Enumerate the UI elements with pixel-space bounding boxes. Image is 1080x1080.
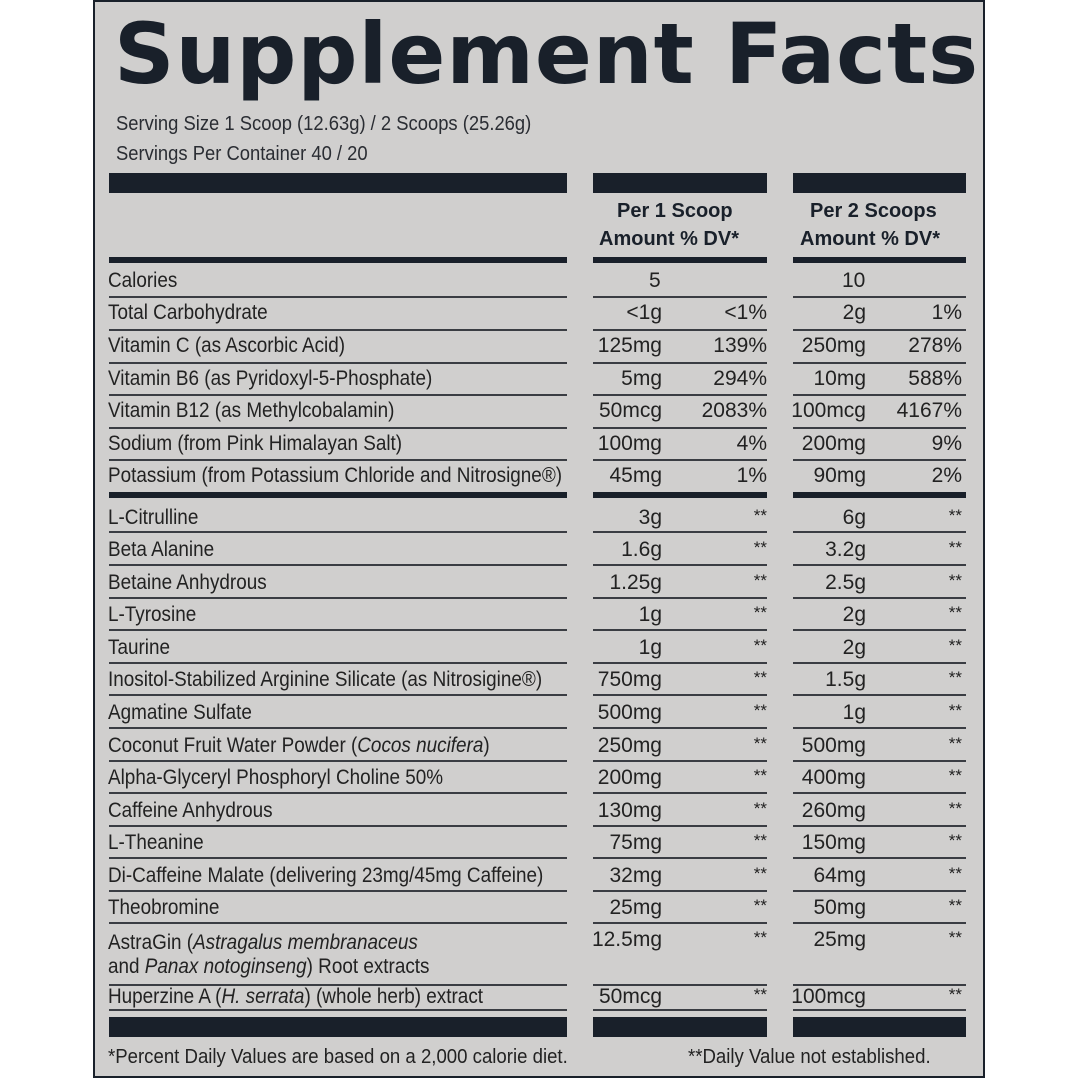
- dv-1-scoop: **: [753, 928, 767, 947]
- row-divider: [109, 662, 567, 664]
- dv-2-scoops: 588%: [908, 367, 962, 390]
- amount-1-scoop: 50mcg: [598, 399, 662, 422]
- footer-bar-left: [109, 1017, 567, 1037]
- footer-bar-right: [793, 1017, 966, 1037]
- amount-1-scoop: 1g: [638, 636, 662, 659]
- dv-1-scoop: **: [753, 603, 767, 622]
- row-divider: [593, 394, 767, 396]
- amount-2-scoops: 2g: [842, 301, 866, 324]
- dv-1-scoop: 2083%: [701, 399, 767, 422]
- ingredient-name: Calories: [108, 269, 178, 292]
- amount-2-scoops: 260mg: [801, 799, 866, 822]
- row-divider: [109, 727, 567, 729]
- rule-thick: [793, 257, 966, 263]
- amount-2-scoops: 500mg: [801, 734, 866, 757]
- ingredient-name: Beta Alanine: [108, 538, 215, 561]
- col1-subheader: Amount % DV*: [599, 228, 739, 250]
- footnote-not-established: **Daily Value not established.: [688, 1046, 931, 1068]
- amount-2-scoops: 2g: [842, 636, 866, 659]
- dv-2-scoops: **: [948, 603, 962, 622]
- serving-size: Serving Size 1 Scoop (12.63g) / 2 Scoops (25.26g): [116, 113, 532, 135]
- row-divider: [593, 792, 767, 794]
- rule-thick: [593, 257, 767, 263]
- row-divider: [109, 629, 567, 631]
- ingredient-name: Theobromine: [108, 896, 220, 919]
- ingredient-latin-name: H. serrata: [221, 985, 305, 1008]
- row-divider: [593, 531, 767, 533]
- row-divider: [793, 296, 966, 298]
- dv-1-scoop: **: [753, 636, 767, 655]
- amount-1-scoop: 5: [649, 269, 661, 292]
- ingredient-name: [108, 735, 490, 756]
- row-divider: [109, 296, 567, 298]
- row-divider: [593, 825, 767, 827]
- row-divider: [109, 531, 567, 533]
- dv-1-scoop: **: [753, 896, 767, 915]
- ingredient-name: Vitamin B12 (as Methylcobalamin): [108, 399, 395, 422]
- ingredient-name: Vitamin B6 (as Pyridoxyl-5-Phosphate): [108, 367, 433, 390]
- amount-1-scoop: 25mg: [609, 896, 662, 919]
- row-divider: [109, 597, 567, 599]
- row-divider: [109, 792, 567, 794]
- row-divider: [593, 597, 767, 599]
- ingredient-name: Potassium (from Potassium Chloride and Nitrosigne®): [108, 464, 563, 487]
- amount-1-scoop: 500mg: [597, 701, 662, 724]
- ingredient-name: Vitamin C (as Ascorbic Acid): [108, 334, 346, 357]
- dv-2-scoops: **: [948, 668, 962, 687]
- amount-1-scoop: 45mg: [609, 464, 662, 487]
- ingredient-name-part: ) Root extracts: [306, 955, 430, 978]
- row-divider: [793, 792, 966, 794]
- amount-2-scoops: 90mg: [813, 464, 866, 487]
- row-divider: [793, 662, 966, 664]
- row-divider: [593, 760, 767, 762]
- ingredient-name-part: ): [483, 734, 490, 757]
- amount-1-scoop: 750mg: [597, 668, 662, 691]
- row-divider: [109, 427, 567, 429]
- ingredient-name: [108, 931, 430, 979]
- col1-title: Per 1 Scoop: [617, 200, 733, 222]
- ingredient-name: Total Carbohydrate: [108, 301, 268, 324]
- dv-1-scoop: 294%: [713, 367, 767, 390]
- amount-1-scoop: 5mg: [621, 367, 662, 390]
- amount-1-scoop: 100mg: [597, 432, 662, 455]
- footer-bar-mid: [593, 1017, 767, 1037]
- ingredient-name: L-Citrulline: [108, 506, 199, 529]
- amount-1-scoop: 1.6g: [621, 538, 662, 561]
- dv-2-scoops: **: [948, 985, 962, 1004]
- section-divider: [593, 492, 767, 498]
- row-divider: [593, 459, 767, 461]
- row-divider: [593, 727, 767, 729]
- amount-2-scoops: 10: [842, 269, 866, 292]
- row-divider: [109, 922, 567, 924]
- amount-2-scoops: 1g: [842, 701, 866, 724]
- amount-2-scoops: 100mcg: [791, 399, 866, 422]
- ingredient-name-part: AstraGin (: [108, 931, 194, 954]
- dv-1-scoop: 4%: [736, 432, 767, 455]
- amount-2-scoops: 250mg: [801, 334, 866, 357]
- ingredient-name-part: Coconut Fruit Water Powder (: [108, 734, 358, 757]
- col2-title: Per 2 Scoops: [810, 200, 937, 222]
- dv-2-scoops: 278%: [908, 334, 962, 357]
- dv-1-scoop: **: [753, 701, 767, 720]
- row-divider: [593, 629, 767, 631]
- amount-2-scoops: 3.2g: [825, 538, 866, 561]
- row-divider: [109, 857, 567, 859]
- dv-1-scoop: 139%: [713, 334, 767, 357]
- amount-1-scoop: 125mg: [597, 334, 662, 357]
- row-divider: [793, 564, 966, 566]
- ingredient-name: Sodium (from Pink Himalayan Salt): [108, 432, 403, 455]
- row-divider: [793, 760, 966, 762]
- dv-2-scoops: **: [948, 766, 962, 785]
- dv-1-scoop: **: [753, 985, 767, 1004]
- dv-1-scoop: **: [753, 668, 767, 687]
- dv-1-scoop: **: [753, 864, 767, 883]
- row-divider: [793, 629, 966, 631]
- dv-2-scoops: **: [948, 799, 962, 818]
- amount-1-scoop: 200mg: [597, 766, 662, 789]
- amount-2-scoops: 50mg: [813, 896, 866, 919]
- dv-1-scoop: **: [753, 799, 767, 818]
- amount-1-scoop: 32mg: [609, 864, 662, 887]
- row-divider: [593, 427, 767, 429]
- amount-1-scoop: 12.5mg: [591, 928, 662, 951]
- dv-1-scoop: **: [753, 831, 767, 850]
- dv-1-scoop: <1%: [724, 301, 767, 324]
- row-divider: [593, 922, 767, 924]
- dv-2-scoops: **: [948, 896, 962, 915]
- amount-1-scoop: 250mg: [597, 734, 662, 757]
- row-divider: [109, 362, 567, 364]
- footnote-dv: *Percent Daily Values are based on a 2,000 calorie diet.: [108, 1046, 568, 1068]
- dv-1-scoop: **: [753, 571, 767, 590]
- dv-2-scoops: **: [948, 928, 962, 947]
- dv-2-scoops: **: [948, 864, 962, 883]
- row-divider: [593, 857, 767, 859]
- row-divider: [593, 564, 767, 566]
- rule-thick: [109, 257, 567, 263]
- amount-2-scoops: 150mg: [801, 831, 866, 854]
- row-divider: [109, 694, 567, 696]
- dv-2-scoops: 4167%: [896, 399, 962, 422]
- col2-subheader: Amount % DV*: [800, 228, 940, 250]
- ingredient-latin-name: Cocos nucifera: [357, 734, 484, 757]
- ingredient-name: [108, 986, 483, 1007]
- ingredient-name-part: Huperzine A (: [108, 985, 222, 1008]
- amount-1-scoop: 1g: [638, 603, 662, 626]
- amount-1-scoop: 130mg: [597, 799, 662, 822]
- row-divider: [593, 694, 767, 696]
- row-divider: [793, 459, 966, 461]
- row-divider: [109, 890, 567, 892]
- dv-1-scoop: **: [753, 538, 767, 557]
- row-divider: [593, 662, 767, 664]
- row-divider: [793, 922, 966, 924]
- row-divider: [793, 727, 966, 729]
- amount-2-scoops: 100mcg: [791, 985, 866, 1008]
- row-divider: [593, 890, 767, 892]
- dv-2-scoops: **: [948, 734, 962, 753]
- row-divider: [109, 1009, 567, 1011]
- ingredient-latin-name: Astragalus membranaceus: [193, 931, 418, 954]
- amount-1-scoop: 75mg: [609, 831, 662, 854]
- row-divider: [793, 427, 966, 429]
- row-divider: [793, 890, 966, 892]
- ingredient-name: Taurine: [108, 636, 171, 659]
- dv-1-scoop: **: [753, 506, 767, 525]
- dv-2-scoops: 1%: [931, 301, 962, 324]
- ingredient-name: L-Tyrosine: [108, 603, 197, 626]
- servings-per-container: Servings Per Container 40 / 20: [116, 143, 368, 165]
- row-divider: [793, 1009, 966, 1011]
- ingredient-name: Inositol-Stabilized Arginine Silicate (as Nitrosigine®): [108, 668, 543, 691]
- dv-2-scoops: **: [948, 701, 962, 720]
- row-divider: [109, 329, 567, 331]
- row-divider: [109, 459, 567, 461]
- row-divider: [109, 760, 567, 762]
- row-divider: [793, 531, 966, 533]
- dv-2-scoops: 2%: [931, 464, 962, 487]
- dv-2-scoops: 9%: [931, 432, 962, 455]
- row-divider: [593, 1009, 767, 1011]
- amount-2-scoops: 1.5g: [825, 668, 866, 691]
- amount-1-scoop: 1.25g: [609, 571, 662, 594]
- dv-2-scoops: **: [948, 636, 962, 655]
- row-divider: [109, 394, 567, 396]
- amount-2-scoops: 200mg: [801, 432, 866, 455]
- dv-2-scoops: **: [948, 506, 962, 525]
- header-bar-left: [109, 173, 567, 193]
- row-divider: [793, 825, 966, 827]
- dv-1-scoop: 1%: [736, 464, 767, 487]
- amount-2-scoops: 25mg: [813, 928, 866, 951]
- ingredient-name: Agmatine Sulfate: [108, 701, 252, 724]
- amount-1-scoop: 50mcg: [598, 985, 662, 1008]
- amount-2-scoops: 2.5g: [825, 571, 866, 594]
- dv-2-scoops: **: [948, 538, 962, 557]
- row-divider: [793, 329, 966, 331]
- header-bar-mid: [593, 173, 767, 193]
- row-divider: [593, 296, 767, 298]
- ingredient-name-part: ) (whole herb) extract: [304, 985, 484, 1008]
- section-divider: [793, 492, 966, 498]
- header-bar-right: [793, 173, 966, 193]
- ingredient-name: Di-Caffeine Malate (delivering 23mg/45mg Caffeine): [108, 864, 544, 887]
- section-divider: [109, 492, 567, 498]
- amount-1-scoop: 3g: [638, 506, 662, 529]
- row-divider: [793, 394, 966, 396]
- row-divider: [793, 857, 966, 859]
- dv-2-scoops: **: [948, 571, 962, 590]
- dv-2-scoops: **: [948, 831, 962, 850]
- row-divider: [109, 825, 567, 827]
- row-divider: [793, 362, 966, 364]
- amount-2-scoops: 64mg: [813, 864, 866, 887]
- row-divider: [109, 564, 567, 566]
- amount-2-scoops: 10mg: [813, 367, 866, 390]
- ingredient-name: Alpha-Glyceryl Phosphoryl Choline 50%: [108, 766, 444, 789]
- row-divider: [793, 694, 966, 696]
- panel-title: Supplement Facts: [114, 5, 980, 103]
- amount-1-scoop: <1g: [626, 301, 662, 324]
- ingredient-name: L-Theanine: [108, 831, 204, 854]
- row-divider: [593, 329, 767, 331]
- ingredient-latin-name: Panax notoginseng: [144, 955, 307, 978]
- ingredient-name-part: and: [108, 955, 145, 978]
- ingredient-name: Betaine Anhydrous: [108, 571, 267, 594]
- ingredient-name: Caffeine Anhydrous: [108, 799, 273, 822]
- amount-2-scoops: 6g: [842, 506, 866, 529]
- row-divider: [793, 597, 966, 599]
- amount-2-scoops: 400mg: [801, 766, 866, 789]
- amount-2-scoops: 2g: [842, 603, 866, 626]
- dv-1-scoop: **: [753, 766, 767, 785]
- dv-1-scoop: **: [753, 734, 767, 753]
- row-divider: [593, 362, 767, 364]
